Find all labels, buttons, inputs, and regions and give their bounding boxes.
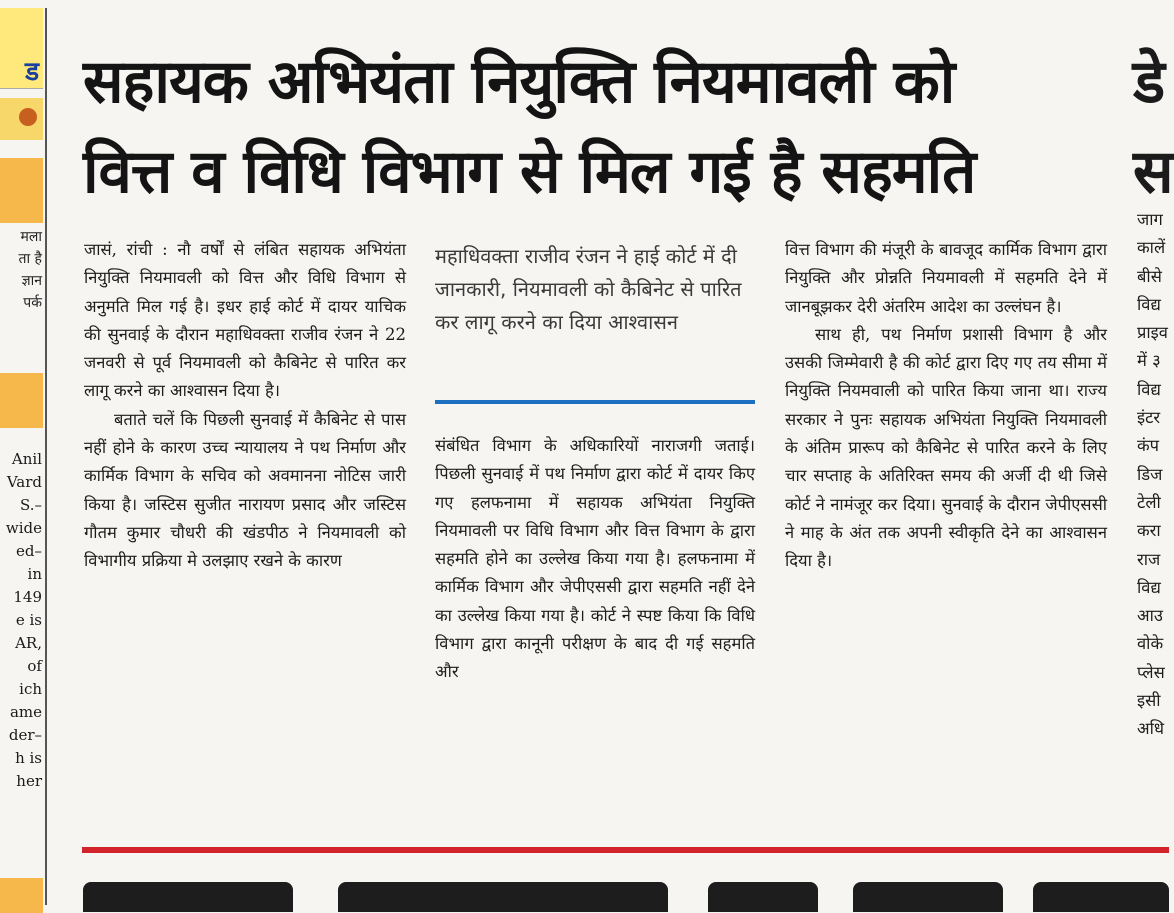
snippet-text: e is <box>15 611 42 629</box>
snippet-text: ame <box>9 703 42 721</box>
snippet-text: करा <box>1137 521 1161 541</box>
snippet-text: मला <box>20 229 42 245</box>
snippet-text: विद्य <box>1137 379 1161 399</box>
section-divider <box>82 847 1169 853</box>
snippet-text: विद्य <box>1137 577 1161 597</box>
paragraph: जासं, रांची : नौ वर्षों से लंबित सहायक अभियंता नियुक्ति नियमावली को वित्त और विधि विभाग से अनुमति मिल गई है। इधर हाई कोर्ट में दायर याचिक की सुनवाई के दौरान महाधिवक्ता राजीव रंजन ने 22 जनवरी से पूर्व नियमावली को कैबिनेट से पारित कर लागू करने का आश्वासन दिया है। <box>84 240 406 401</box>
headline-fragment: स <box>1133 137 1174 207</box>
yellow-box <box>0 878 43 913</box>
snippet-text: AR, <box>15 634 42 652</box>
snippet-text: विद्य <box>1137 294 1161 314</box>
snippet-text: पर्क <box>23 295 42 311</box>
snippet-text: कंप <box>1137 436 1160 456</box>
snippet-text: में ३ <box>1137 351 1161 371</box>
snippet-text: in <box>27 565 42 583</box>
snippet-text: 149 <box>13 588 42 606</box>
snippet-text: जाग <box>1137 210 1163 229</box>
article-column-2 <box>435 432 755 687</box>
snippet-text: बीसे <box>1137 266 1162 286</box>
headline-glyph-block <box>1033 882 1169 912</box>
snippet-text: ed– <box>16 542 42 560</box>
right-clipped-column <box>1137 206 1168 744</box>
snippet-text: इंटर <box>1137 408 1161 428</box>
snippet-text: अधि <box>1137 719 1165 739</box>
snippet-text: of <box>27 657 42 675</box>
yellow-box <box>0 158 43 223</box>
paragraph: बताते चलें कि पिछली सुनवाई में कैबिनेट से पास नहीं होने के कारण उच्च न्यायालय ने पथ निर्माण और कार्मिक विभाग के सचिव को अवमानना नोटिस जारी किया है। जस्टिस सुजीत नारायण प्रसाद और जस्टिस गौतम कुमार चौधरी की खंडपीठ ने नियमावली को विभागीय प्रक्रिया मे उलझाए रखने के कारण <box>84 409 406 571</box>
yellow-box <box>0 373 43 428</box>
snippet-text: der– <box>8 726 42 744</box>
snippet-text: wide <box>5 519 42 537</box>
snippet-text: ich <box>19 680 42 698</box>
next-headline-clipped <box>83 872 1169 912</box>
article-column-3 <box>785 236 1107 576</box>
headline-glyph-block <box>338 882 668 912</box>
article-headline <box>83 37 1083 217</box>
snippet-text: आउ <box>1137 606 1163 626</box>
paragraph: संबंधित विभाग के अधिकारियों नाराजगी जताई। पिछली सुनवाई में पथ निर्माण द्वारा कोर्ट में दायर किए गए हलफनामा में सहायक अभियंता नियुक्ति नियमावली पर विधि विभाग और वित्त विभाग के द्वारा सहमति होने का उल्लेख किया गया है। हलफनामा में कार्मिक विभाग और जेपीएससी द्वारा सहमति नहीं देने का उल्लेख किया गया है। कोर्ट ने स्पष्ट किया कि विधि विभाग द्वारा कानूनी परीक्षण के बाद दी गई सहमति और <box>435 436 755 682</box>
emblem-badge <box>0 98 43 140</box>
pull-quote: महाधिवक्ता राजीव रंजन ने हाई कोर्ट में दी जानकारी, नियमावली को कैबिनेट से पारित कर लागू करने का दिया आश्वासन <box>435 244 742 334</box>
snippet-text: her <box>16 772 42 790</box>
snippet-text: Vard <box>6 473 42 491</box>
logo-text: ड <box>25 57 39 87</box>
emblem-icon <box>19 108 37 126</box>
snippet-text: प्राइव <box>1137 323 1168 343</box>
right-clipped-headline <box>1133 37 1174 217</box>
snippet-text: ता है <box>18 251 42 267</box>
pull-quote-rule <box>435 400 755 404</box>
snippet-text: टेली <box>1137 492 1161 512</box>
snippet-text: डिज <box>1137 464 1163 484</box>
snippet-text: Anil <box>11 450 42 468</box>
headline-fragment: डे <box>1133 47 1166 117</box>
headline-glyph-block <box>708 882 818 912</box>
left-clipped-column <box>0 8 47 905</box>
paragraph: वित्त विभाग की मंजूरी के बावजूद कार्मिक विभाग द्वारा नियुक्ति और प्रोन्नति नियमावली में सहमति देने में जानबूझकर देरी अंतरिम आदेश का उल्लंघन है। <box>785 240 1107 316</box>
masthead-logo <box>0 8 43 89</box>
snippet-text: h is <box>15 749 42 767</box>
headline-line-1: सहायक अभियंता नियुक्ति नियमावली को <box>83 47 955 117</box>
snippet-text: प्लेस <box>1137 662 1165 682</box>
headline-glyph-block <box>83 882 293 912</box>
snippet-text: वोके <box>1137 634 1164 654</box>
snippet-text: राज <box>1137 549 1161 569</box>
snippet-text: कालें <box>1137 238 1166 258</box>
snippet-text: ज्ञान <box>21 273 42 289</box>
paragraph: साथ ही, पथ निर्माण प्रशासी विभाग है और उसकी जिम्मेवारी है की कोर्ट द्वारा दिए गए तय सीमा में नियुक्ति नियमवाली को पारित किया जाना था। राज्य सरकार ने पुनः सहायक अभियंता नियुक्ति नियमावली के अंतिम प्रारूप को कैबिनेट से पारित करने के लिए चार सप्ताह के अतिरिक्त समय की अर्जी दी थी जिसे कोर्ट ने नामंजूर कर दिया। सुनवाई के दौरान जेपीएससी ने माह के अंत तक अपनी स्वीकृति देने का आश्वासन दिया है। <box>785 324 1107 571</box>
snippet-text: इसी <box>1137 691 1161 711</box>
headline-line-2: वित्त व विधि विभाग से मिल गई है सहमति <box>83 137 976 207</box>
snippet-text: S.– <box>19 496 42 514</box>
article-column-1 <box>84 236 406 576</box>
headline-glyph-block <box>853 882 1003 912</box>
